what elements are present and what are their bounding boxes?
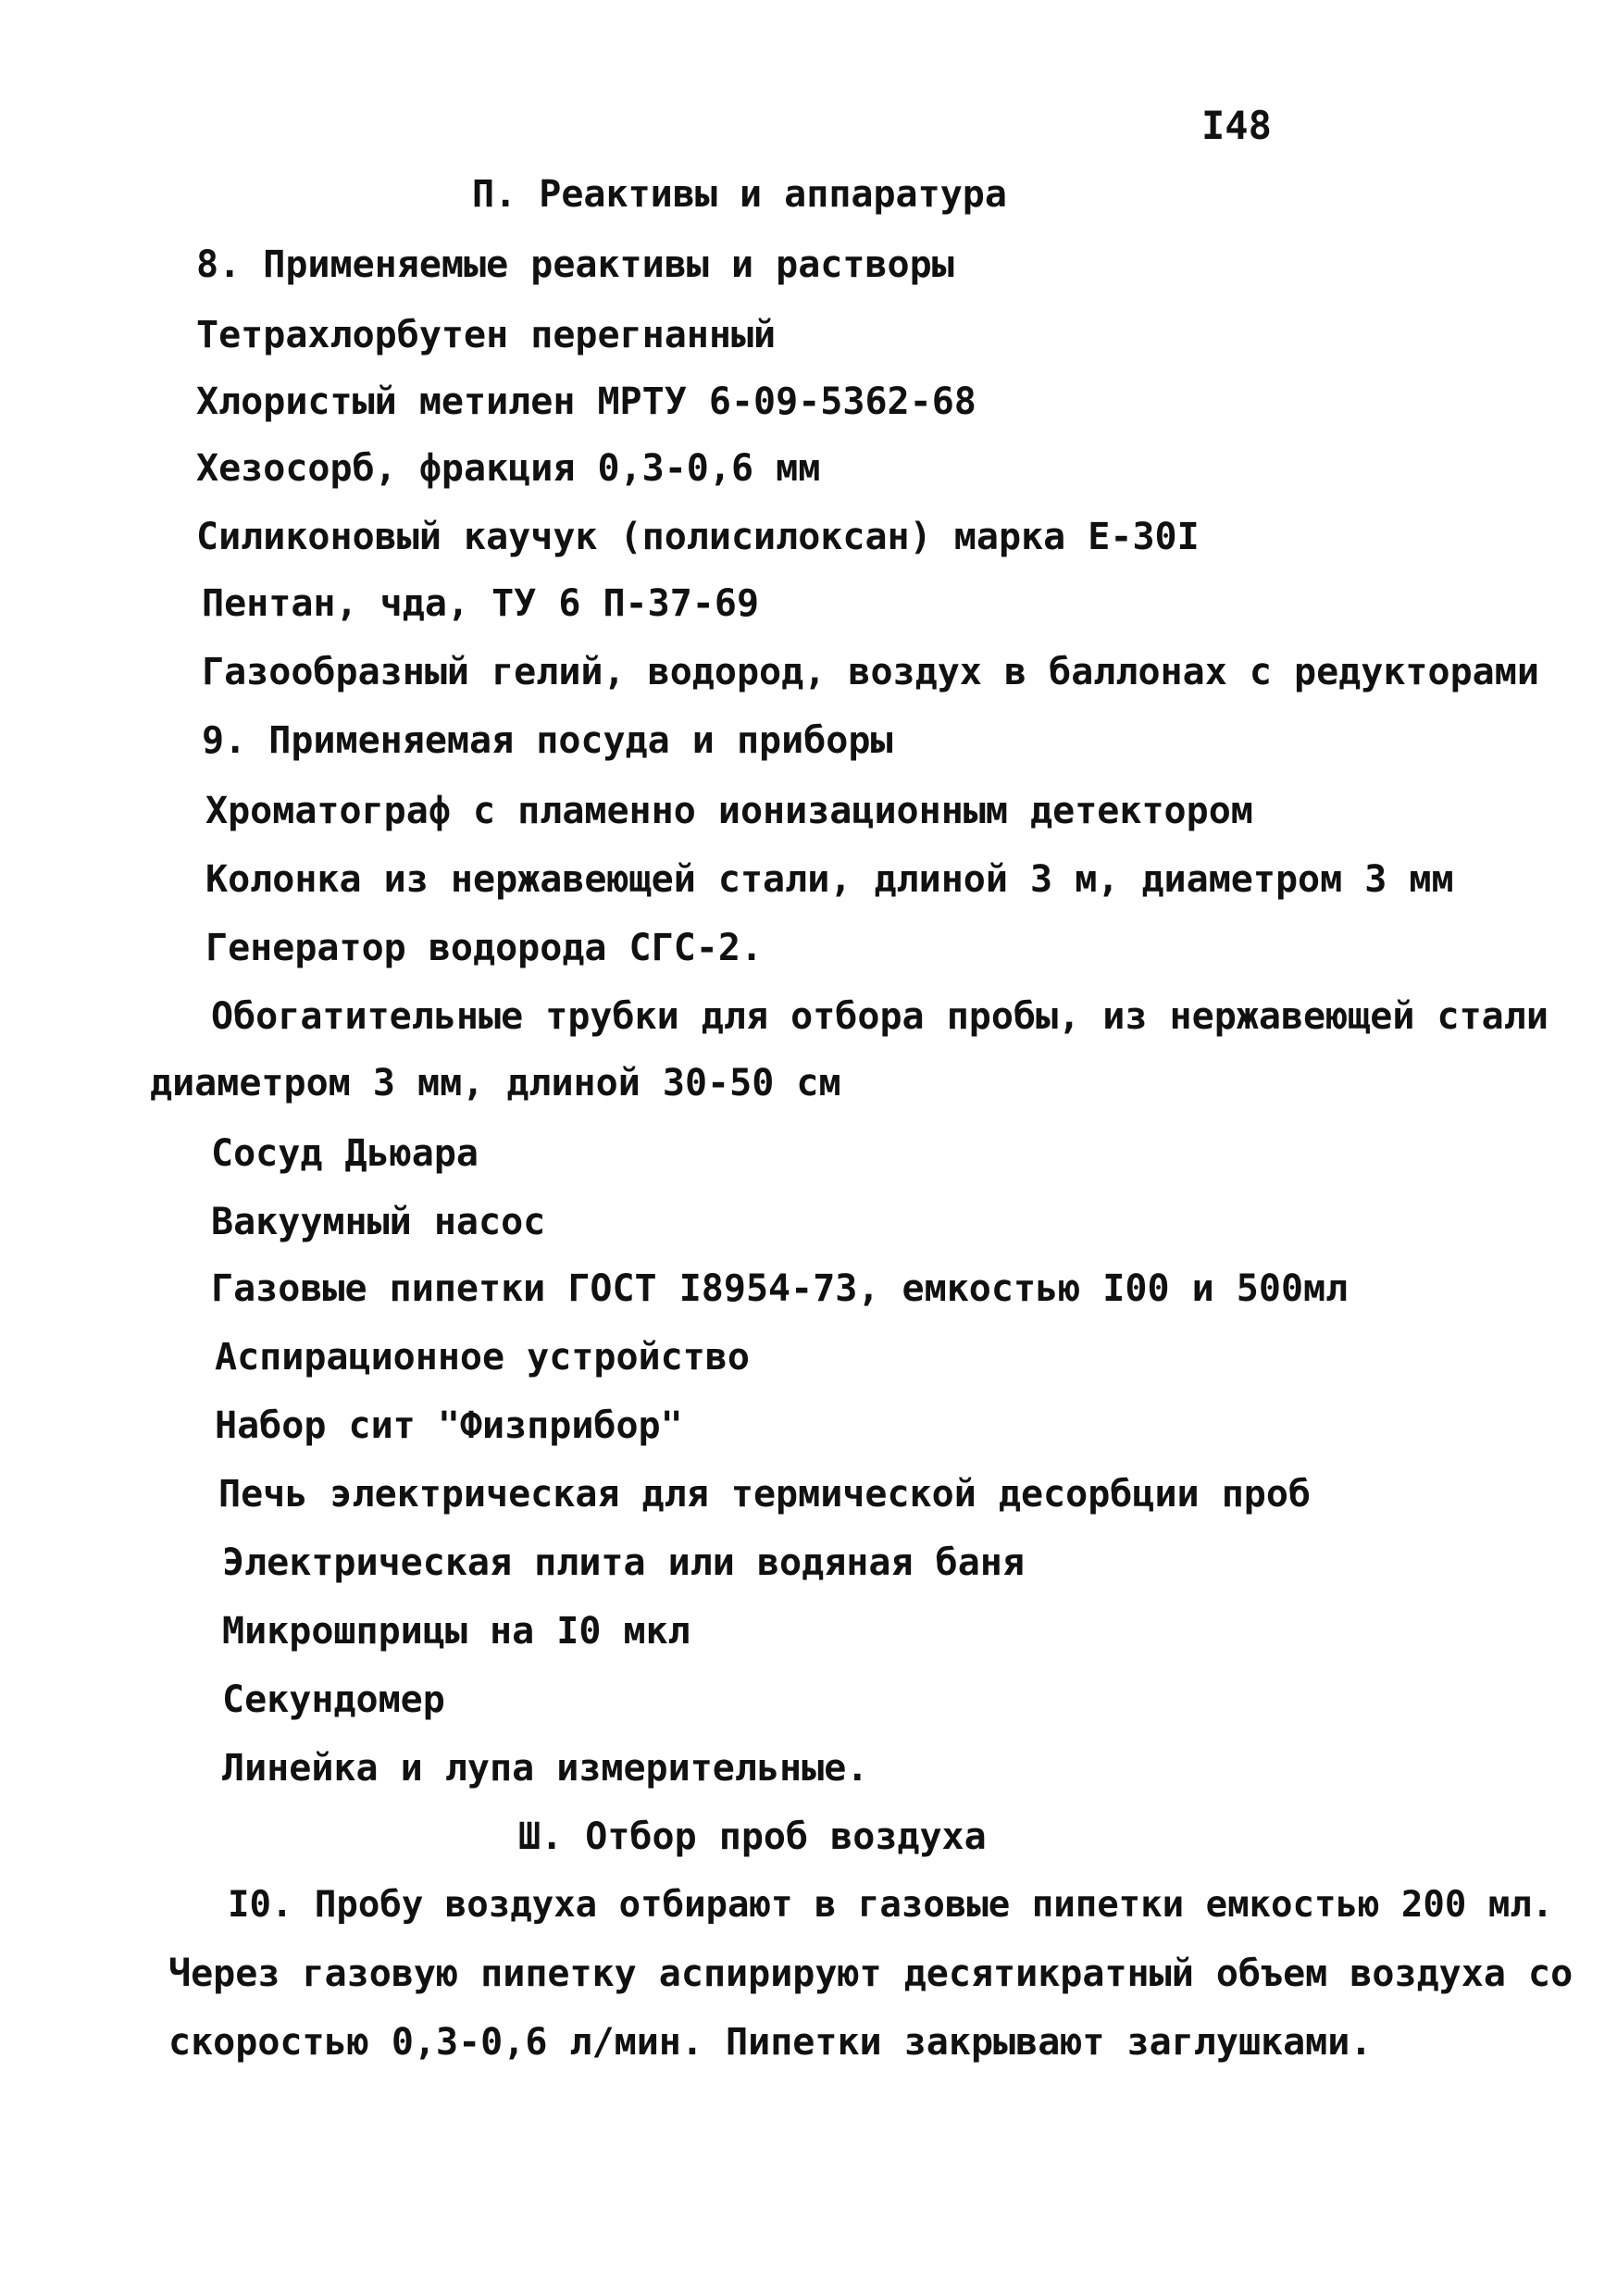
paragraph-line: скоростью 0,3-0,6 л/мин. Пипетки закрывают заглушками.	[168, 2021, 1373, 2064]
paragraph-line: I0. Пробу воздуха отбирают в газовые пипетки емкостью 200 мл.	[228, 1884, 1554, 1926]
equipment-line: Генератор водорода СГС-2.	[205, 927, 764, 969]
reagent-line: Хезосорб, фракция 0,3-0,6 мм	[196, 447, 821, 490]
reagent-line: Хлористый метилен МРТУ 6-09-5362-68	[196, 381, 976, 423]
equipment-line: Печь электрическая для термической десорбции проб	[218, 1473, 1312, 1516]
paragraph-line: Через газовую пипетку аспирируют десятикратный объем воздуха со	[168, 1953, 1573, 1995]
reagent-line: Газообразный гелий, водород, воздух в баллонах с редукторами	[202, 651, 1539, 693]
reagent-line: Силиконовый каучук (полисилоксан) марка Е-30I	[196, 516, 1200, 558]
equipment-line: Аспирационное устройство	[215, 1336, 750, 1379]
page-number: I48	[1201, 103, 1272, 148]
item-8-title: 8. Применяемые реактивы и растворы	[196, 243, 954, 286]
equipment-line: Обогатительные трубки для отбора пробы, из нержавеющей стали	[211, 995, 1549, 1038]
equipment-line-continued: диаметром 3 мм, длиной 30-50 см	[150, 1062, 841, 1104]
equipment-line: Вакуумный насос	[211, 1201, 546, 1243]
item-9-title: 9. Применяемая посуда и приборы	[202, 719, 893, 762]
equipment-line: Набор сит "Физприбор"	[215, 1404, 683, 1447]
equipment-line: Электрическая плита или водяная баня	[222, 1541, 1025, 1584]
equipment-line: Хроматограф с пламенно ионизационным детектором	[205, 790, 1253, 832]
equipment-line: Линейка и лупа измерительные.	[222, 1747, 869, 1790]
equipment-line: Колонка из нержавеющей стали, длиной 3 м, диаметром 3 мм	[205, 858, 1454, 901]
equipment-line: Секундомер	[222, 1678, 445, 1721]
equipment-line: Газовые пипетки ГОСТ I8954-73, емкостью I00 и 500мл	[211, 1267, 1349, 1310]
section-2-heading: П. Реактивы и аппаратура	[472, 173, 1007, 216]
section-3-heading: Ш. Отбор проб воздуха	[518, 1816, 987, 1858]
reagent-line: Тетрахлорбутен перегнанный	[196, 314, 777, 356]
equipment-line: Микрошприцы на I0 мкл	[222, 1610, 690, 1653]
reagent-line: Пентан, чда, ТУ 6 П-37-69	[202, 582, 760, 625]
equipment-line: Сосуд Дьюара	[211, 1132, 479, 1175]
